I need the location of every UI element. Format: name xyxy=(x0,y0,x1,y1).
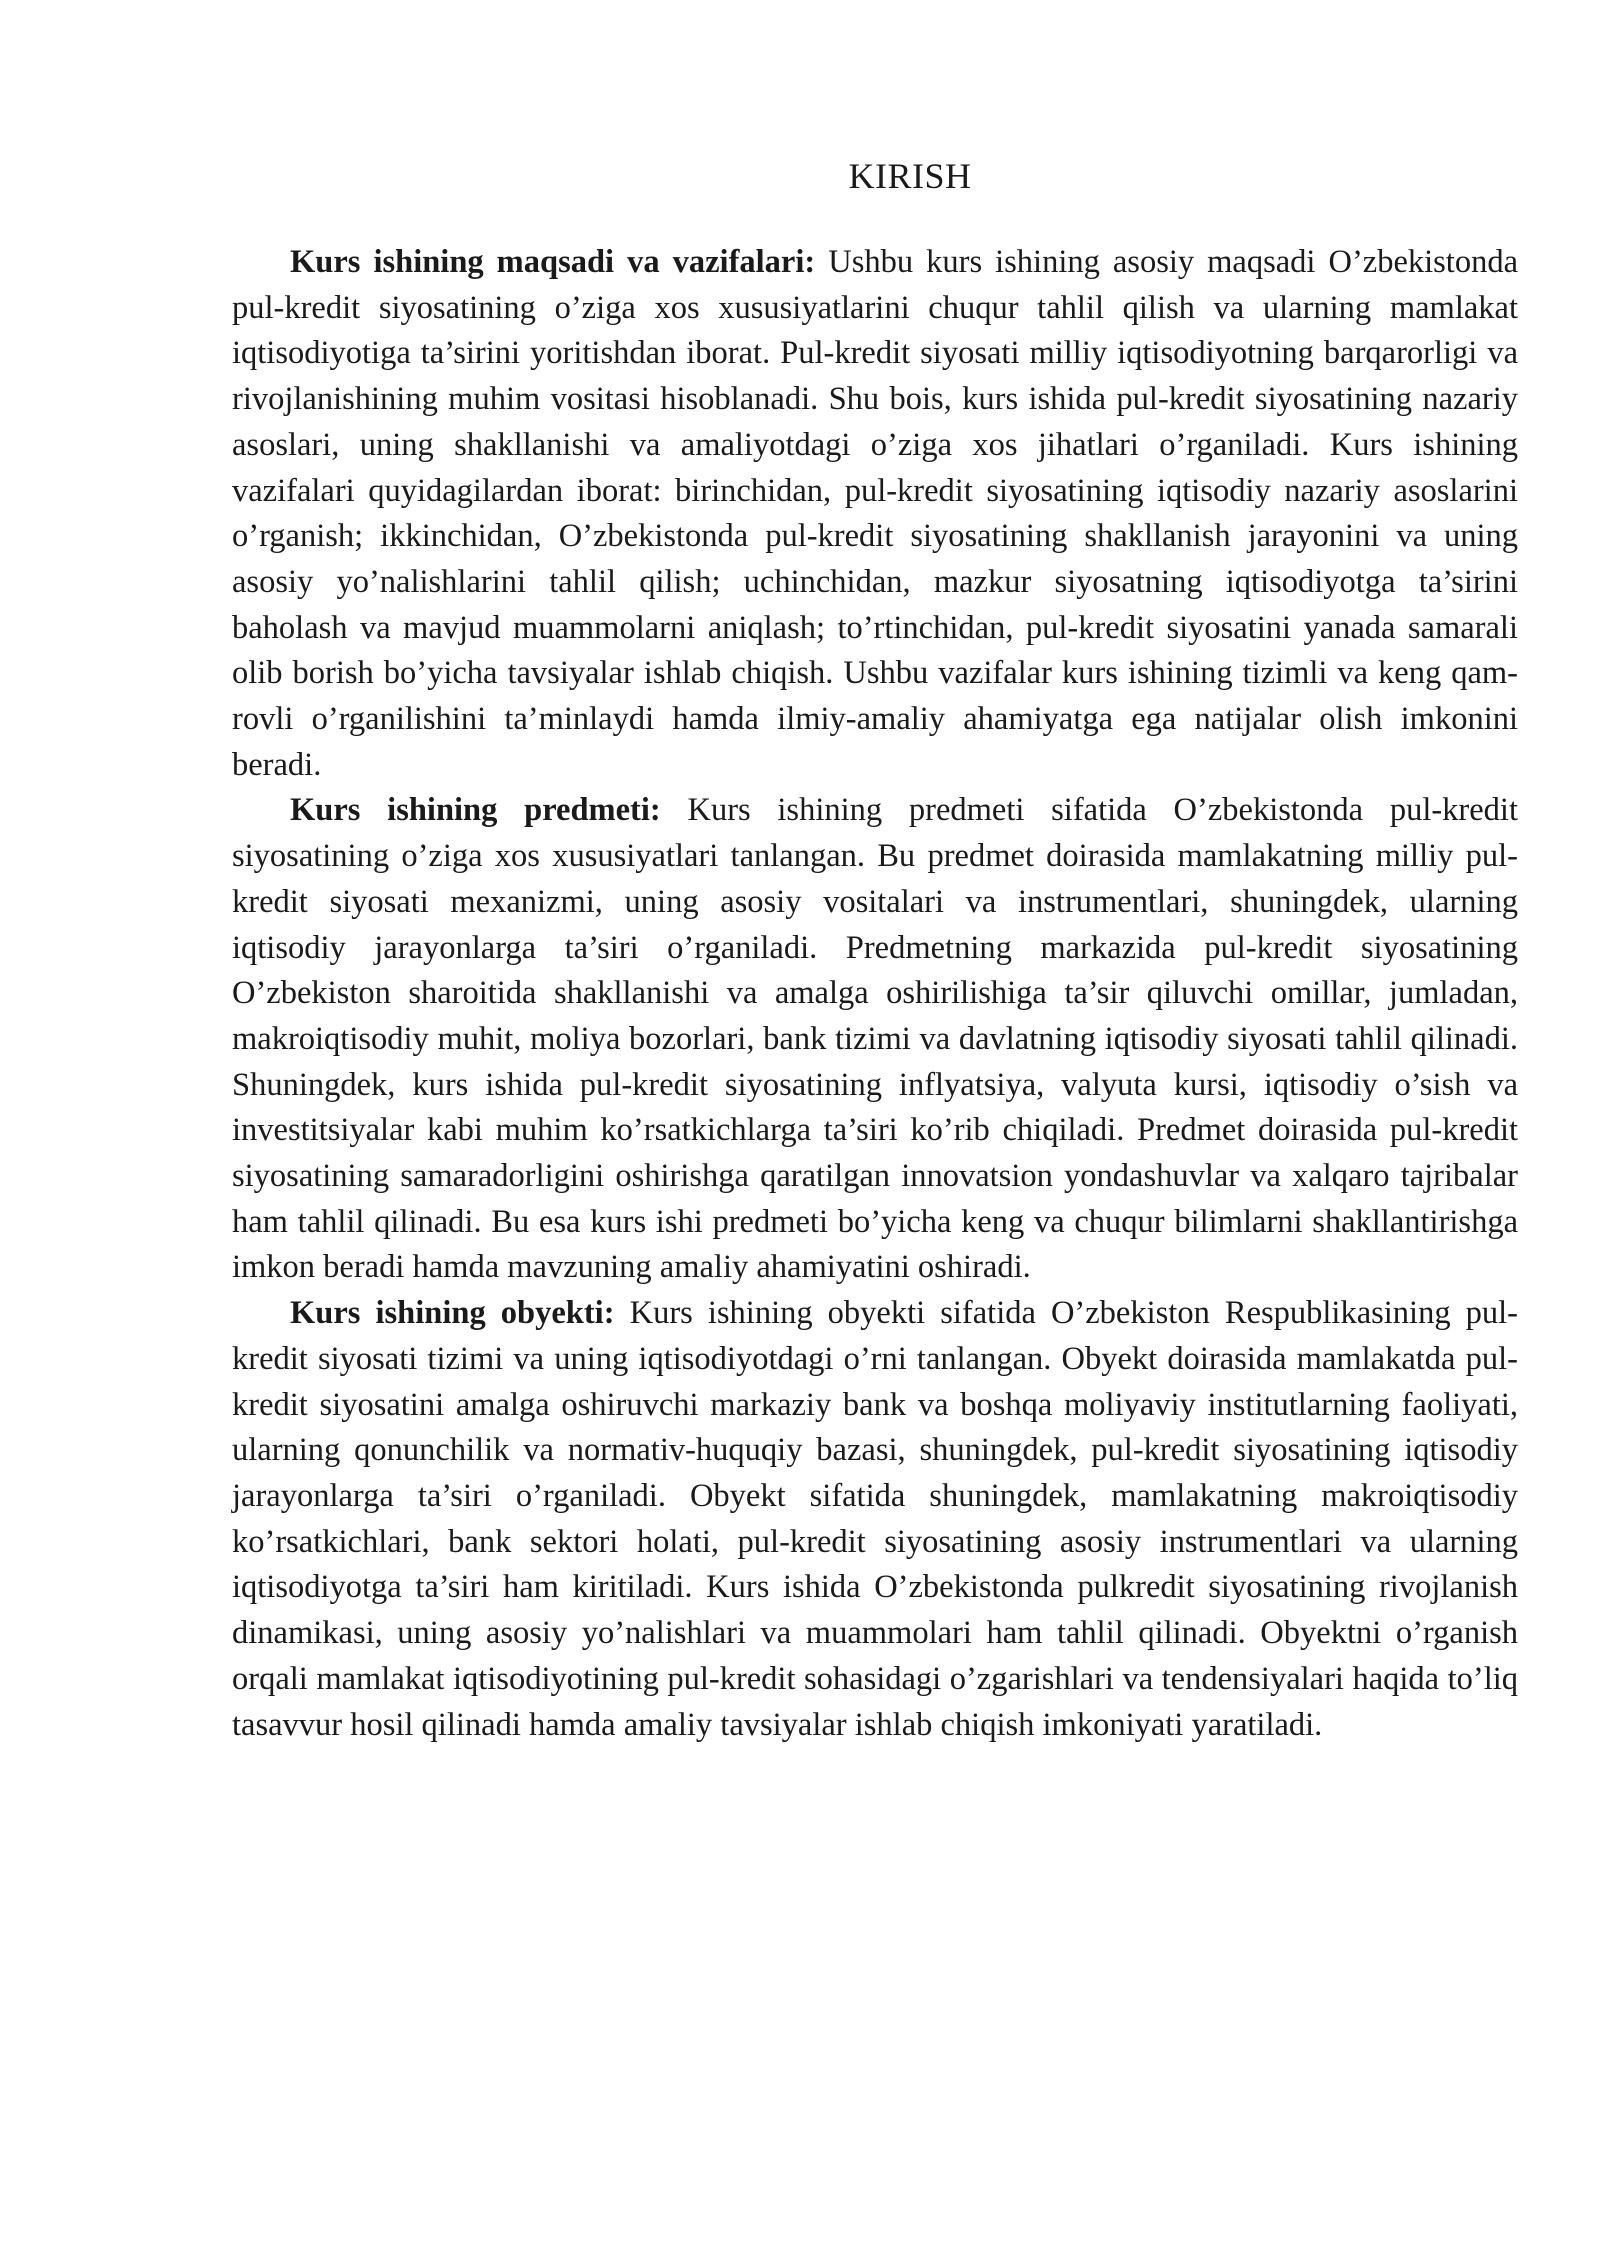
section-subject-text: Kurs ishining predmeti sifatida O’zbekistonda pul-kredit siyosatining o’ziga xos xususiyatlari tanlangan. Bu predmet doirasida mamlakatning milliy pul-kredit siyosati mexanizmi, uning asosiy vositalari va instrumentlari, shuningdek, ularning iqtisodiy jarayonlarga ta’siri o’rganiladi. Predmetning markazida pul-kredit siyosatining O’zbekiston sharoitida shakllanishi va amalga oshirilishiga ta’sir qiluvchi omillar, jumladan, makroiqtisodiy muhit, moliya bozorlari, bank tizimi va davlatning iqtisodiy siyosati tahlil qilinadi. Shuningdek, kurs ishida pul-kredit siyosatining inflyatsiya, valyuta kursi, iqtisodiy o’sish va investitsiyalar kabi muhim ko’rsatkichlarga ta’siri ko’rib chiqiladi. Predmet doirasida pul-kredit siyosatining samaradorligini oshirishga qaratilgan innovatsion yondashuvlar va xalqaro tajribalar ham tahlil qilinadi. Bu esa kurs ishi predmeti bo’yicha keng va chuqur bilimlarni shakllantirishga imkon beradi hamda mavzuning amaliy ahamiyatini oshiradi. xyxy=(232,792,1518,1286)
page-title: KIRISH xyxy=(848,156,972,196)
section-goals-text: Ushbu kurs ishining asosiy maqsadi O’zbekistonda pul-kredit siyosatining o’ziga xos xususiyatlarini chuqur tahlil qilish va ularning mamlakat iqtisodiyotiga ta’sirini yoritishdan iborat. Pul-kredit siyosati milliy iqtisodiyotning barqarorligi va rivojlanishining muhim vositasi hisoblanadi. Shu bois, kurs ishida pul-kredit siyosatining nazariy asoslari, uning shakllanishi va amaliyotdagi o’ziga xos jihatlari o’rganiladi. Kurs ishining vazifalari quyidagilardan iborat: birinchidan, pul-kredit siyosatining iqtisodiy nazariy asoslarini o’rganish; ikkinchidan, O’zbekistonda pul-kredit siyosatining shakllanish jarayonini va uning asosiy yo’nalishlarini tahlil qilish; uchinchidan, mazkur siyosatning iqtisodiyotga ta’sirini baholash va mavjud muammolarni aniqlash; to’rtinchidan, pul-kredit siyosatini yanada samarali olib borish bo’yicha tavsiyalar ishlab chiqish. Ushbu vazifalar kurs ishining tizimli va keng qamrovli o’rganilishini ta’minlaydi hamda ilmiy-amaliy ahamiyatga ega natijalar olish imkonini beradi. xyxy=(232,244,1519,783)
section-object xyxy=(232,1291,1518,1748)
section-subject-heading: Kurs ishining predmeti: xyxy=(290,792,661,829)
section-object-text: Kurs ishining obyekti sifatida O’zbekiston Respublikasining pul-kredit siyosati tizimi va uning iqtisodiyotdagi o’rni tanlangan. Obyekt doirasida mamlakatda pul-kredit siyosatini amalga oshiruvchi markaziy bank va boshqa moliyaviy institutlarning faoliyati, ularning qonunchilik va normativ-huquqiy bazasi, shuningdek, pul-kredit siyosatining iqtisodiy jarayonlarga ta’siri o’rganiladi. Obyekt sifatida shuningdek, mamlakatning makroiqtisodiy ko’rsatkichlari, bank sektori holati, pul-kredit siyosatining asosiy instrumentlari va ularning iqtisodiyotga ta’siri ham kiritiladi. Kurs ishida O’zbekistonda pulkredit siyosatining rivojlanish dinamikasi, uning asosiy yo’nalishlari va muammolari ham tahlil qilinadi. Obyektni o’rganish orqali mamlakat iqtisodiyotining pul-kredit sohasidagi o’zgarishlari va tendensiyalari haqida to’liq tasavvur hosil qilinadi hamda amaliy tavsiyalar ishlab chiqish imkoniyati yaratiladi. xyxy=(232,1295,1519,1743)
section-object-heading: Kurs ishining obyekti: xyxy=(290,1295,615,1332)
section-goals xyxy=(232,240,1518,788)
section-subject xyxy=(232,788,1518,1291)
section-goals-heading: Kurs ishining maqsadi va vazifalari: xyxy=(290,244,816,280)
